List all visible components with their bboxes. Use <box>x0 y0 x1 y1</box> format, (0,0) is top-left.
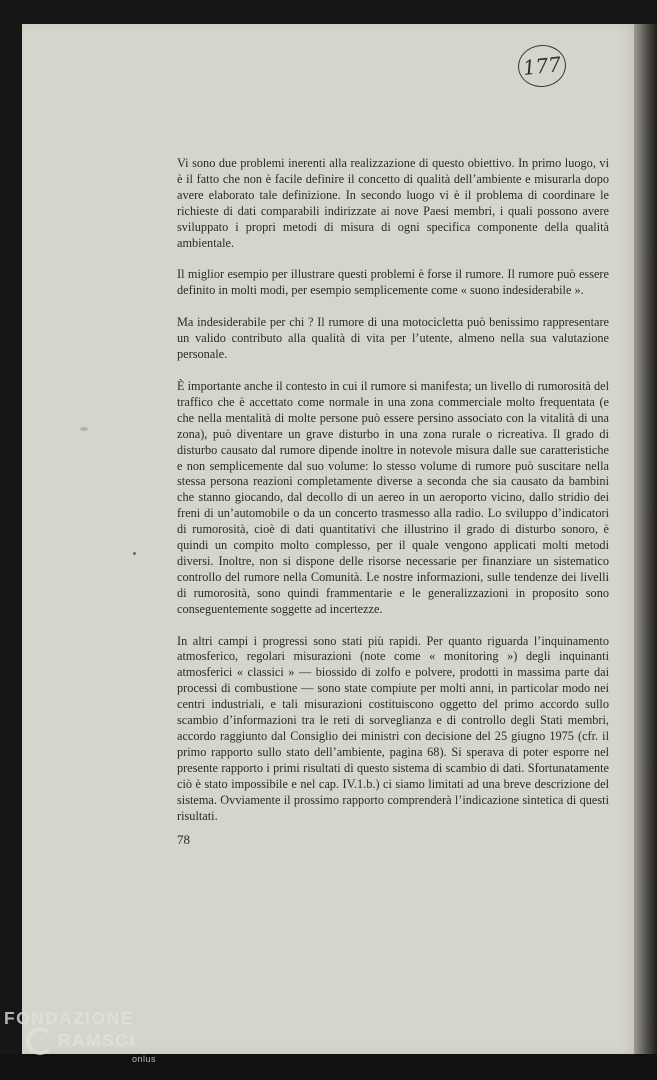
scan-speck <box>80 427 88 431</box>
paragraph-1: Vi sono due problemi inerenti alla realizzazione di questo obiettivo. In primo luogo, vi è il fatto che non è facile definire il concetto di qualità dell’ambiente e misurarla dopo avere elaborato tale definizione. In secondo luogo vi è il problema di coordinare le richieste di dati comparabili indirizzate ai nove Paesi membri, i quali possono avere sviluppato i propri metodi di misura di ogni specifica componente della qualità ambientale. <box>177 156 609 250</box>
watermark-logo <box>4 1008 164 1076</box>
page-spine <box>634 24 657 1054</box>
watermark-line-2: RAMSCI <box>58 1030 136 1050</box>
body-text <box>177 156 609 840</box>
page-number: 78 <box>177 832 190 847</box>
paragraph-2: Il miglior esempio per illustrare questi problemi è forse il rumore. Il rumore può essere definito in molti modi, per esempio semplicemente come « suono indesiderabile ». <box>177 267 609 298</box>
watermark-g-icon <box>26 1027 54 1055</box>
paragraph-3: Ma indesiderabile per chi ? Il rumore di una motocicletta può benissimo rappresentare un valido contributo alla qualità di vita per l’utente, almeno nella sua valutazione personale. <box>177 315 609 362</box>
watermark-line-3: onlus <box>132 1054 157 1064</box>
paragraph-4: È importante anche il contesto in cui il rumore si manifesta; un livello di rumorosità del traffico che è accettato come normale in una zona commerciale molto frequentata (e che nella mentalità di molte persone può essere persino associato con la vitalità di una zona), può diventare un grave disturbo in una zona rurale o ricreativa. Il grado di disturbo causato dal rumore dipende inoltre in notevole misura dalle sue caratteristiche e non semplicemente dal suo volume: lo stesso volume di rumore può suscitare nella stessa persona reazioni completamente diverse a seconda che sia causato da bambini che stanno giocando, dal decollo di un aereo in un aeroporto vicino, dallo stridio dei freni di un’automobile o da un concerto trasmesso alla radio. Lo sviluppo d’indicatori di rumorosità, cioè di dati quantitativi che illustrino il grado di disturbo sonoro, è quindi un compito molto complesso, per il quale vengono applicati molti metodi diversi. Inoltre, non si dispone delle risorse necessarie per finanziare un sistematico controllo del rumore nella Comunità. Le nostre informazioni, sulle tendenze dei livelli di rumorosità, sono quindi frammentarie e le generalizzazioni in proposito sono conseguentemente soggette ad incertezze. <box>177 378 609 616</box>
paragraph-5: In altri campi i progressi sono stati più rapidi. Per quanto riguarda l’inquinamento atmosferico, regolari misurazioni (note come « monitoring ») degli inquinanti atmosferici « classici » — biossido di zolfo e polvere, prodotti in massima parte dai processi di combustione — sono state compiute per molti anni, in particolar modo nei centri industriali, e tali misurazioni costituiscono oggetto del primo accordo sullo scambio d’informazioni tra le reti di sorveglianza e di controllo degli Stati membri, accordo raggiunto dal Consiglio dei ministri con decisione del 25 giugno 1975 (cfr. il primo rapporto sullo stato dell’ambiente, pagina 68). Si sperava di poter esporre nel presente rapporto i primi risultati di questo sistema di scambio di dati. Sfortunatamente ciò è stato impossibile e nel cap. IV.1.b.) ci siamo limitati ad una breve descrizione del sistema. Ovviamente il prossimo rapporto comprenderà l’indicazione sintetica di questi risultati. <box>177 633 609 823</box>
handwritten-page-stamp: 177 <box>516 43 568 90</box>
scan-speck <box>133 552 136 555</box>
watermark-line-1: FONDAZIONE <box>4 1008 134 1028</box>
